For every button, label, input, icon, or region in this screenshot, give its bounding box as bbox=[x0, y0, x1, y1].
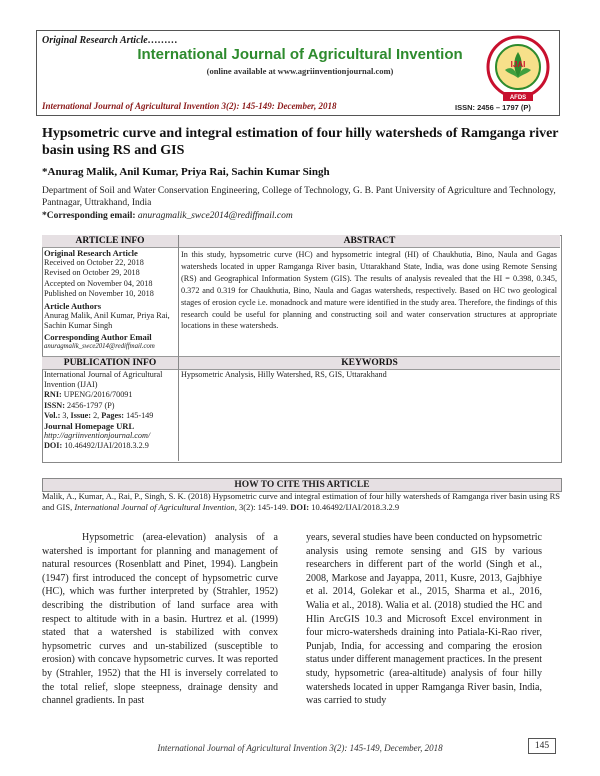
corresponding-author-email[interactable]: anuragmalik_swce2014@rediffmail.com bbox=[44, 342, 155, 350]
journal-citation-line: International Journal of Agricultural Invention 3(2): 145-149: December, 2018 bbox=[42, 101, 337, 111]
abstract-heading: ABSTRACT bbox=[179, 235, 560, 248]
keywords-text: Hypsometric Analysis, Hilly Watershed, RS, GIS, Uttarakhand bbox=[181, 370, 387, 379]
corresponding-author-heading: Corresponding Author Email bbox=[44, 331, 152, 342]
cite-heading: HOW TO CITE THIS ARTICLE bbox=[42, 478, 562, 492]
publication-volume: Vol.: 3, Issue: 2, Pages: 145-149 bbox=[44, 410, 154, 420]
corresponding-email-line bbox=[42, 211, 293, 221]
cite-text: Malik, A., Kumar, A., Rai, P., Singh, S. K. (2018) Hypsometric curve and integral estimation of four hilly watersheds of Ramganga river basin using RS and GIS, International Journal of Agricultural Invention, 3(2): 145-149. DOI: 10.46492/IJAI/2018.3.2.9 bbox=[42, 491, 560, 512]
body-paragraph-2: years, several studies have been conducted on hypsometric analysis using remote sensing and GIS by various researchers in different part of the world (Singh et al., 2008, Markose and Jayappa, 2011, Kusre, 2013, Gajbhiye et al. 2014, Golekar et al., 2015, Sharma et al., 2016, Walia et al., 2018). Walia et al. (2018) studied the HC and HIin ArcGIS 10.3 and Microsoft Excel environment in four micro-watersheds draining into Patiala-Ki-Rao river, Punjab, India, for accessing and comparing the erosion status under different management practices. In the present study, hypsometric (area-altitude) analysis of four hilly watersheds located in upper Ramganga River basin, India, was carried to study bbox=[306, 532, 542, 707]
revised-date: Revised on October 29, 2018 bbox=[44, 268, 140, 278]
publication-info-heading: PUBLICATION INFO bbox=[42, 356, 178, 370]
accepted-date: Accepted on November 04, 2018 bbox=[44, 278, 153, 288]
publication-issn: ISSN: 2456-1797 (P) bbox=[44, 400, 115, 410]
homepage-heading: Journal Homepage URL bbox=[44, 421, 135, 432]
body-column-left bbox=[42, 531, 278, 708]
body-column-right bbox=[306, 531, 542, 708]
received-date: Received on October 22, 2018 bbox=[44, 258, 144, 268]
journal-name: International Journal of Agricultural Invention bbox=[137, 46, 463, 63]
journal-logo bbox=[483, 34, 553, 104]
corresponding-email-label: *Corresponding email: bbox=[42, 211, 136, 221]
page-number: 145 bbox=[528, 738, 556, 754]
journal-online-url: (online available at www.agriinventionjournal.com) bbox=[206, 66, 394, 76]
paper-authors: *Anurag Malik, Anil Kumar, Priya Rai, Sachin Kumar Singh bbox=[42, 166, 330, 178]
journal-issn: ISSN: 2456 – 1797 (P) bbox=[455, 103, 531, 112]
publication-rni: RNI: UPENG/2016/70091 bbox=[44, 390, 133, 400]
article-authors-heading: Article Authors bbox=[44, 301, 102, 312]
article-info-heading: ARTICLE INFO bbox=[42, 235, 178, 248]
body-paragraph-1: Hypsometric (area-elevation) analysis of a watershed is important for planning and management of natural resources (Rosenblatt and Pinet, 1994). Langbein (1947) first introduced the concept of hypsometric curve (HC), which was further interpreted by (Strahler, 1952) describing the distribution of land surface area with respect to altitude with in a basin. Hurtrez et al. (1999) stated that a watershed is stabilized with convex hypsometric curves and un-stabilized (susceptible to erosion) with concave hypsometric curves. It was reported by (Strahler, 1952) that the HI is inversely correlated to the total relief, slope steepness, drainage density and channel gradients. In past bbox=[42, 532, 278, 707]
abstract-text: In this study, hypsometric curve (HC) and hypsometric integral (HI) of Chaukhutia, Bino, Naula and Gagas watersheds located in upper Ramganga River basin, Uttarakhand State, India, was done using Remote Sensing (RS) and Geographical Information System (GIS). The results of analysis revealed that the HI = 0.398, 0.345, 0.372 and 0.319 for Chaukhutia, Bino, Naula and Gagas watersheds, respectively. Based on HC two geological stages of erosion cycle i.e. monadnock and mature were identified in the study area. Therefore, the findings of this research could be useful for planning and constructing soil and water conservation structures at appropriate locations in these watersheds. bbox=[181, 250, 557, 331]
logo-banner-text: AFDS bbox=[509, 95, 527, 101]
article-authors: Anurag Malik, Anil Kumar, Priya Rai, Sachin Kumar Singh bbox=[44, 311, 170, 331]
homepage-url[interactable]: http://agriinventionjournal.com/ bbox=[44, 431, 151, 441]
publication-doi[interactable]: DOI: 10.46492/IJAI/2018.3.2.9 bbox=[44, 441, 149, 451]
logo-text: IJAI bbox=[510, 60, 526, 69]
page-footer: International Journal of Agricultural Invention 3(2): 145-149, December, 2018 bbox=[157, 743, 443, 753]
article-type-label: Original Research Article……… bbox=[42, 35, 178, 46]
info-left-column bbox=[42, 235, 179, 461]
publication-journal: International Journal of Agricultural Invention (IJAI) bbox=[44, 370, 163, 390]
article-type: Original Research Article bbox=[44, 248, 138, 258]
paper-title: Hypsometric curve and integral estimation of four hilly watersheds of Ramganga river basin using RS and GIS bbox=[42, 126, 559, 158]
paper-affiliation: Department of Soil and Water Conservation Engineering, College of Technology, G. B. Pant University of Agriculture and Technology, Pantnagar, Uttrakhand, India bbox=[42, 186, 556, 208]
published-date: Published on November 10, 2018 bbox=[44, 288, 154, 298]
keywords-heading: KEYWORDS bbox=[179, 356, 560, 370]
corresponding-email[interactable]: anuragmalik_swce2014@rediffmail.com bbox=[137, 211, 293, 221]
